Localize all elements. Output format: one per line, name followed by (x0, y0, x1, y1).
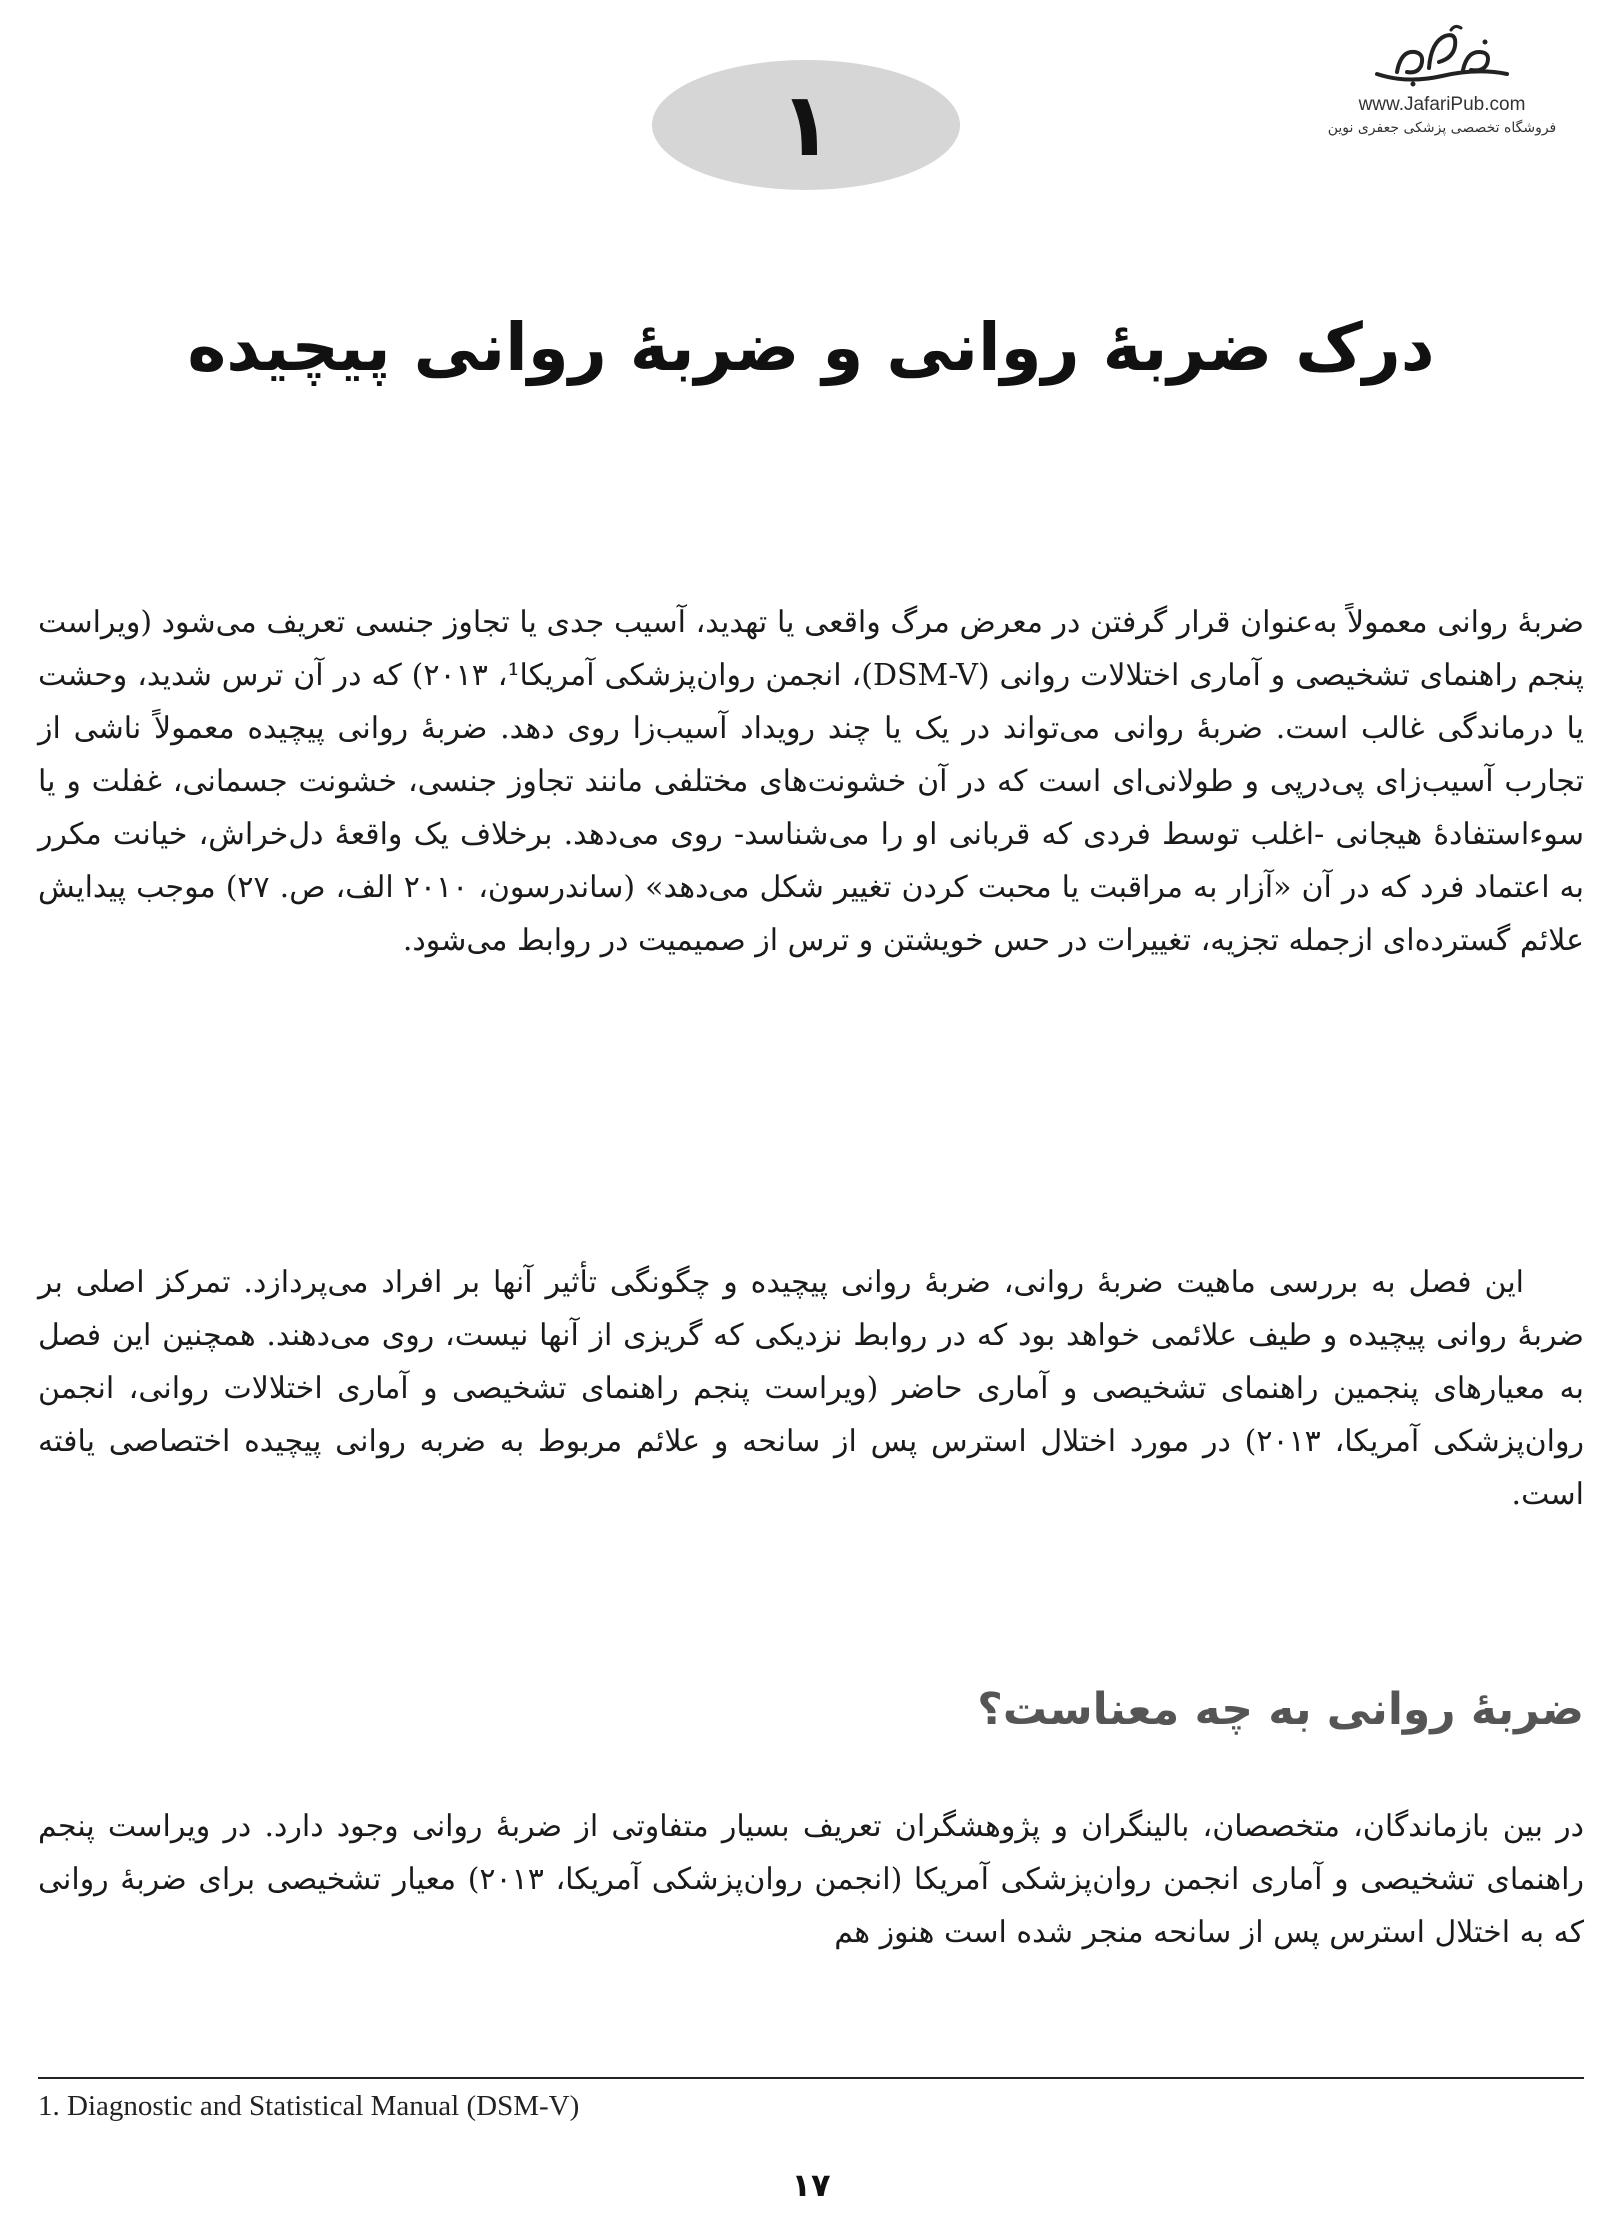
intro-paragraph-2 (38, 1256, 1584, 1521)
page-number: ۱۷ (791, 2166, 831, 2204)
jafari-logo-icon (1367, 22, 1517, 92)
logo-tagline: فروشگاه تخصصی پزشکی جعفری نوین (1327, 120, 1557, 136)
logo-url: www.JafariPub.com (1358, 94, 1526, 115)
paragraph-text: ضربهٔ روانی معمولاً به‌عنوان قرار گرفتن در معرض مرگ واقعی یا تهدید، آسیب جدی یا تجاوز جنسی تعریف می‌شود (ویراست پنجم راهنمای تشخیصی و آماری اختلالات روانی (DSM-V)، انجمن روان‌پزشکی آمریکا¹، ۲۰۱۳) که در آن ترس شدید، وحشت یا درماندگی غالب است. ضربهٔ روانی می‌تواند در یک یا چند رویداد آسیب‌زا روی دهد. ضربهٔ روانی پیچیده معمولاً ناشی از تجارب آسیب‌زای پی‌درپی و طولانی‌ای است که در آن خشونت‌های مختلفی مانند تجاوز جنسی، خشونت جسمانی، غفلت و یا سوءاستفادهٔ هیجانی -اغلب توسط فردی که قربانی او را می‌شناسد- روی می‌دهد. برخلاف یک واقعهٔ دل‌خراش، خیانت مکرر به اعتماد فرد که در آن «آزار به مراقبت یا محبت کردن تغییر شکل می‌دهد» (ساندرسون، ۲۰۱۰ الف، ص. ۲۷) موجب پیدایش علائم گسترده‌ای ازجمله تجزیه، تغییرات در حس خویشتن و ترس از صمیمیت در روابط می‌شود. (38, 605, 1584, 958)
chapter-title: درک ضربهٔ روانی و ضربهٔ روانی پیچیده (187, 309, 1435, 386)
footnote-divider (38, 2077, 1584, 2079)
publisher-logo (1292, 22, 1592, 136)
section-paragraph-1 (38, 1800, 1584, 1959)
intro-paragraph-1 (38, 596, 1584, 967)
section-heading: ضربهٔ روانی به چه معناست؟ (977, 1684, 1584, 1735)
footnote: 1. Diagnostic and Statistical Manual (DSM-V) (38, 2090, 580, 2122)
chapter-number-badge (652, 60, 960, 190)
chapter-number: ۱ (779, 73, 833, 176)
paragraph-text: در بین بازماندگان، متخصصان، بالینگران و پژوهشگران تعریف بسیار متفاوتی از ضربهٔ روانی وجود دارد. در ویراست پنجم راهنمای تشخیصی و آماری انجمن روان‌پزشکی آمریکا (انجمن روان‌پزشکی آمریکا، ۲۰۱۳) معیار تشخیصی برای ضربهٔ روانی که به اختلال استرس پس از سانحه منجر شده است هنوز هم (38, 1809, 1585, 1950)
paragraph-text: این فصل به بررسی ماهیت ضربهٔ روانی، ضربهٔ روانی پیچیده و چگونگی تأثیر آنها بر افراد می‌پردازد. تمرکز اصلی بر ضربهٔ روانی پیچیده و طیف علائمی خواهد بود که در روابط نزدیکی که گریزی از آنها نیست، روی می‌دهند. همچنین این فصل به معیارهای پنجمین راهنمای تشخیصی و آماری حاضر (ویراست پنجم راهنمای تشخیصی و آماری اختلالات روانی، انجمن روان‌پزشکی آمریکا، ۲۰۱۳) در مورد اختلال استرس پس از سانحه و علائم مربوط به ضربه روانی پیچیده اختصاصی یافته است. (38, 1265, 1584, 1512)
